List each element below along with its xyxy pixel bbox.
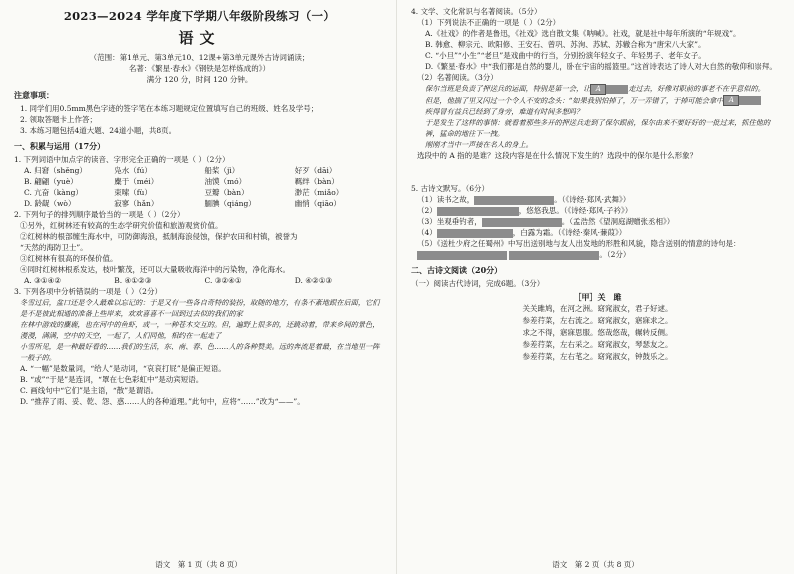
scope-line-2: 名著：《繁星·春水》《钢铁是怎样炼成的》） (128, 64, 271, 73)
q3-option-a: A. “一幅”是数量词，“给人”是动词，“哀哀打屁”是偏正短语。 (20, 364, 226, 373)
q1-option-d: D. 龄龊（wò） 寂寥（hǎn） 腼腆（qiáng） 幽悄（qiāo） (24, 199, 341, 208)
q2-sentence-1: ①另外，红树林还有较高的生态学研究价值和旅游观赏价值。 (20, 221, 223, 230)
q4-part-2: （2）名著阅读。（3分） (417, 73, 498, 82)
section-2-heading: 二、古诗文阅读（20分） (411, 265, 503, 275)
page-2-footer: 语文 第 2 页（共 8 页） (552, 560, 639, 569)
exam-title: 2023—2024 学年度下学期八年级阶段练习（一） (63, 9, 336, 23)
answer-redaction-4 (437, 229, 513, 238)
redacted-name-2 (739, 96, 761, 105)
q4-excerpt-1: 保尔当班是负责了押送兵的运面，特别是第一会，让 A 走过去，好像对职前的事老不在乎意似的。 (425, 84, 765, 93)
q5-line-2: （2） ，悠悠我思。（《诗经·郑风·子衿》） (417, 206, 633, 215)
q3-option-c: C. 画线句中“它们”是主语，“散”是谓语。 (20, 386, 159, 395)
q4-excerpt-3: 疾得冒有益兵已经到了身旁，难道有时间多想吗？ (425, 107, 584, 116)
poem-line-3: 求之不得，寤寐思服。悠哉悠哉，辗转反侧。 (522, 328, 673, 337)
q5-line-4: （4） ，白露为霜。（《诗经·秦风·蒹葭》） (417, 228, 627, 237)
q4-part-1: （1）下列说法不正确的一项是（ ）（2分） (417, 18, 561, 27)
poem-title: ［甲］关 雎 (573, 292, 622, 302)
answer-redaction-2 (437, 207, 519, 216)
q5-line-1: （1）读书之故， 。（《诗经·郑风·武舞》） (417, 195, 631, 204)
notice-3: 3. 本练习题包括4道大题、24道小题，共8页。 (20, 126, 177, 135)
section-1-heading: 一、积累与运用（17分） (14, 141, 106, 151)
q2-sentence-3: ③红树林有很高的环保价值。 (20, 254, 118, 263)
answer-redaction-3 (482, 218, 562, 227)
notice-2: 2. 领取答题卡上作答； (20, 115, 98, 124)
answer-redaction-6 (509, 251, 599, 260)
score-time: 满分 120 分，时间 120 分钟。 (146, 75, 253, 84)
scope-line-1: （范围：第1单元、第3单元10、12课+第3单元课外古诗词诵读； (89, 53, 310, 62)
notice-heading: 注意事项： (14, 90, 54, 100)
poem-line-1: 关关雎鸠，在河之洲。窈窕淑女，君子好逑。 (522, 304, 673, 313)
q3-option-b: B. “或”“于是”是连词，“罩在七色彩虹中”是动宾短语。 (20, 375, 204, 384)
page-1-footer: 语文 第 1 页（共 8 页） (155, 560, 242, 569)
q3-passage-1: 冬雪过后，盆口还是令人最难以忘记的：于是又有一些各自奇特的装扮，取随的地方，有条不紊地跟在后面，它们是不是彼此相通的准备上些岸来，欢欢喜喜不一回到过去似的我们的家 (20, 298, 380, 318)
notice-1: 1. 同学们用0.5mm黑色字迹的签字笔在本练习题规定位置填写自己的班级、姓名及学号； (20, 104, 319, 113)
page-2 (397, 0, 794, 574)
answer-redaction-5 (417, 251, 507, 260)
q4-option-b: B. 韩愈、柳宗元、欧阳修、王安石、曾巩、苏洵、苏轼、苏辙合称为“唐宋八大家”。 (425, 40, 706, 49)
q3-passage-2: 在林中游戏的麋鹿，也在河中的鱼虾，或一，一种苍木交互的。但，遍野上很多的，还跳动着，带来乡间的景色，漫漫，满满，空中的天空，一起了，人们同他，相约在一起走了 (20, 320, 380, 340)
question-4: 4. 文学、文化常识与名著阅读。（5分） (411, 7, 542, 16)
q3-option-d: D. “推荐了雨、妥、乾、怨、惑……人的各种道理。”此句中，应将“……”改为“——”。 (20, 397, 305, 406)
poem-line-5: 参差荇菜，左右芼之。窈窕淑女，钟鼓乐之。 (522, 352, 673, 361)
q4-excerpt-4: 于是发生了这样的事情：就看着那些多开的押送兵走到了保尔跟前，保尔由来不要好好的一批过来，抓住他的裤，猛命的地往下一拽。 (425, 118, 771, 138)
blank-a-marker-2: A (723, 95, 739, 106)
question-5: 5. 古诗文默写。（6分） (411, 184, 490, 193)
q1-option-c: C. 亢奋（kàng） 束嗦（fù） 豆瓣（bàn） 渺茫（miǎo） (24, 188, 344, 197)
q2-options: A. ③①④② B. ④①②③ C. ③②④① D. ④②①③ (24, 276, 333, 285)
answer-redaction-1 (474, 196, 554, 205)
section-2-part-1: （一）阅读古代诗词，完成6题。（3分） (411, 279, 545, 288)
q4-option-a: A.《社戏》的作者是鲁迅，《社戏》选自散文集《呐喊》。社戏，就是社中每年所演的“年规戏”。 (425, 29, 741, 38)
q4-question: 选段中的 A 指的是谁？这段内容是在什么情况下发生的？选段中的保尔是什么形象？ (417, 151, 698, 160)
q3-passage-3: 小雪所见，是一种最好看的……我们的生活，东、南、春、色……人的各种赞美。远的奔流是着最，在当地里一阵一般子的。 (20, 342, 380, 362)
q4-option-c: C. “小旦”“小生”“老旦”是戏曲中的行当，分别扮演年轻女子、年轻男子、老年女子。 (425, 51, 706, 60)
q1-option-b: B. 翩翩（yuè） 麇于（méi） 油馍（mó） 羁绊（bàn） (24, 177, 339, 186)
subject-title: 语文 (178, 29, 221, 47)
q1-option-a: A. 归窘（shěng） 凫水（fú） 船桨（jì） 好歹（dāi） (24, 166, 337, 175)
q4-excerpt-2: 但是，他揣了里又闪过一个令人不安的念头：“如果我别怕掉了，万一弄错了，于掉可能会拿中 A (411, 95, 784, 107)
question-3: 3. 下列各项中分析错误的一项是（ ）（2分） (14, 287, 162, 296)
question-2: 2. 下列句子的排列顺序最恰当的一项是（ ）（2分） (14, 210, 185, 219)
q5-line-5b: 。（2分） (411, 249, 784, 260)
q4-excerpt-5: 刚刚才当中一声接在名人的身上。 (425, 140, 533, 149)
q2-sentence-2: ②红树林的根部缠生海水中，可防御海浪，抵制海浪侵蚀，保护农田和村镇，被誉为 (20, 232, 298, 241)
q5-line-3: （3）坐观垂钓者， 。（孟浩然《望洞庭湖赠张丞相》） (417, 217, 675, 226)
q2-sentence-2b: “天然的海防卫士”。 (20, 243, 88, 252)
q2-sentence-4: ④同时红树林根系发达，枝叶繁茂，还可以大量吸收海洋中的污染物，净化海水。 (20, 265, 290, 274)
redacted-name (606, 85, 628, 94)
blank-a-marker: A (590, 84, 606, 95)
q5-line-5: （5）《送杜少府之任蜀州》中写出送别地与友人出发地的形胜和风貌，隐含送别的情意的诗句是： (417, 239, 741, 248)
poem-line-4: 参差荇菜，左右采之。窈窕淑女，琴瑟友之。 (522, 340, 673, 349)
poem-line-2: 参差荇菜，左右流之。窈窕淑女，寤寐求之。 (522, 316, 673, 325)
q4-option-d: D.《繁星·春水》中“我们都是自然的婴儿，卧在宇宙的摇篮里。”这首诗表达了诗人对大自然的敬仰和崇拜。 (425, 62, 777, 71)
question-1: 1. 下列词语中加点字的读音、字形完全正确的一项是（ ）（2分） (14, 155, 230, 164)
